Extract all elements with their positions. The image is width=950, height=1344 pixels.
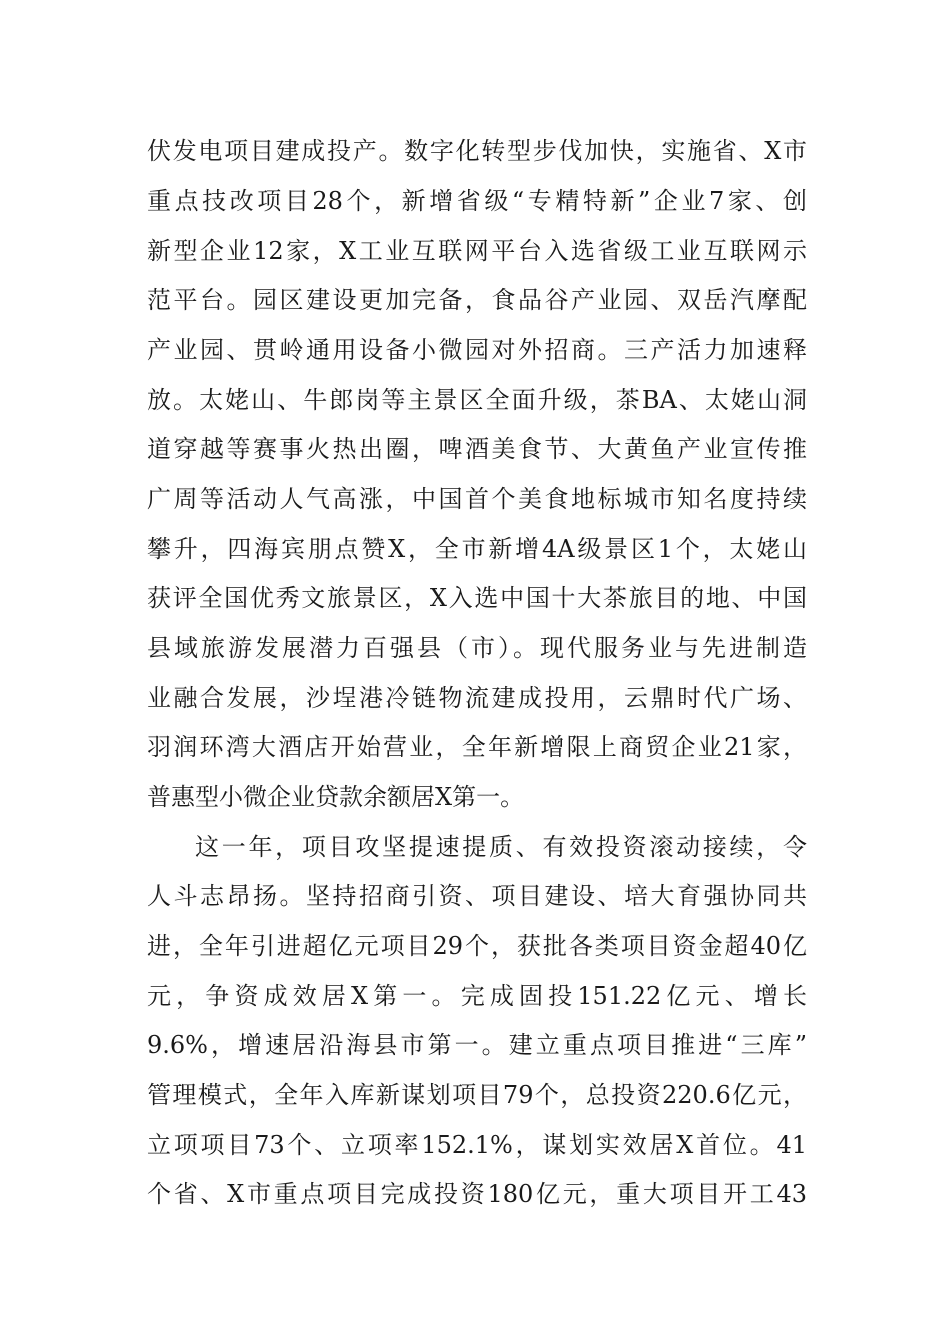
text-line-6: 放。太姥山、牛郎岗等主景区全面升级，茶BA、太姥山洞 bbox=[147, 386, 807, 414]
text-line-14: 普惠型小微企业贷款余额居X第一。 bbox=[147, 783, 525, 811]
text-line-21: 立项项目73个、立项率152.1%，谋划实效居X首位。41 bbox=[147, 1131, 807, 1159]
text-line-9: 攀升，四海宾朋点赞X，全市新增4A级景区1个，太姥山 bbox=[147, 535, 807, 563]
text-line-16: 人斗志昂扬。坚持招商引资、项目建设、培大育强协同共 bbox=[147, 882, 807, 910]
text-line-7: 道穿越等赛事火热出圈，啤酒美食节、大黄鱼产业宣传推 bbox=[147, 435, 807, 463]
text-line-11: 县域旅游发展潜力百强县（市）。现代服务业与先进制造 bbox=[147, 634, 807, 662]
text-line-5: 产业园、贯岭通用设备小微园对外招商。三产活力加速释 bbox=[147, 336, 807, 364]
text-line-22: 个省、X市重点项目完成投资180亿元，重大项目开工43 bbox=[147, 1180, 807, 1208]
text-line-17: 进，全年引进超亿元项目29个，获批各类项目资金超40亿 bbox=[147, 932, 807, 960]
text-line-3: 新型企业12家，X工业互联网平台入选省级工业互联网示 bbox=[147, 237, 807, 265]
text-line-19: 9.6%，增速居沿海县市第一。建立重点项目推进“三库” bbox=[147, 1031, 807, 1059]
text-line-4: 范平台。园区建设更加完备，食品谷产业园、双岳汽摩配 bbox=[147, 286, 807, 314]
text-line-2: 重点技改项目28个，新增省级“专精特新”企业7家、创 bbox=[147, 187, 807, 215]
text-line-18: 元，争资成效居X第一。完成固投151.22亿元、增长 bbox=[147, 982, 807, 1010]
text-line-12: 业融合发展，沙埕港冷链物流建成投用，云鼎时代广场、 bbox=[147, 684, 807, 712]
text-line-10: 获评全国优秀文旅景区，X入选中国十大茶旅目的地、中国 bbox=[147, 584, 807, 612]
text-line-8: 广周等活动人气高涨，中国首个美食地标城市知名度持续 bbox=[147, 485, 807, 513]
text-line-1: 伏发电项目建成投产。数字化转型步伐加快，实施省、X市 bbox=[147, 137, 807, 165]
text-line-20: 管理模式，全年入库新谋划项目79个，总投资220.6亿元， bbox=[147, 1081, 807, 1109]
text-line-13: 羽润环湾大酒店开始营业，全年新增限上商贸企业21家， bbox=[147, 733, 807, 761]
paragraph-2-first-line: 这一年，项目攻坚提速提质、有效投资滚动接续，令 bbox=[195, 833, 807, 861]
